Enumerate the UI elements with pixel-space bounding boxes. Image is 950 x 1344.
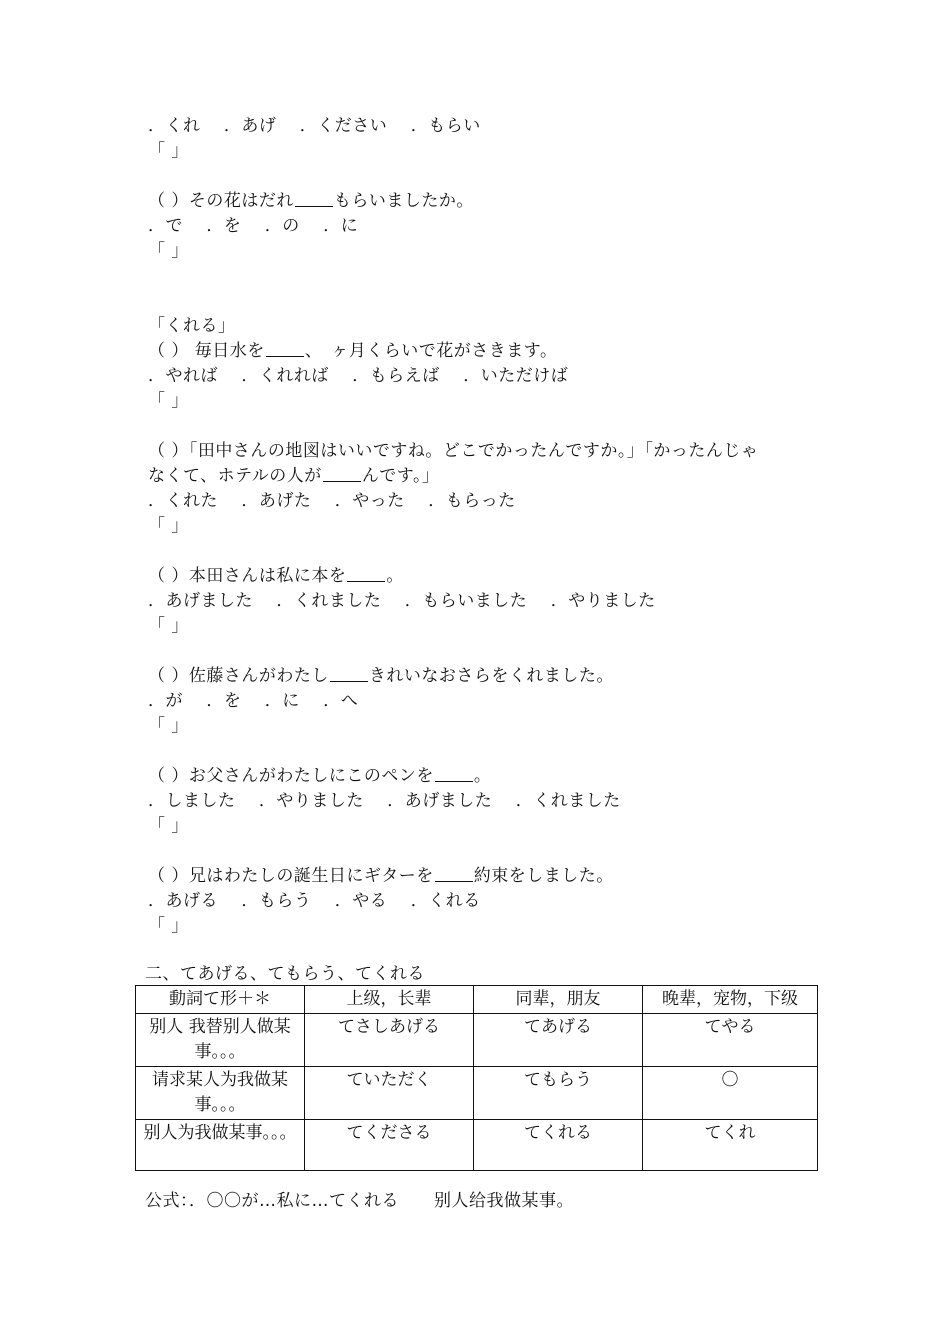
- table-cell: てさしあげる: [305, 1014, 474, 1067]
- table-header-cell: 動詞て形＋＊: [136, 986, 305, 1014]
- table-cell: 请求某人为我做某事。。。: [136, 1067, 305, 1120]
- table-cell: てもらう: [474, 1067, 643, 1120]
- table-cell: 别人为我做某事。。。: [136, 1120, 305, 1171]
- q0-options: ．くれ ．あげ ．ください ．もらい: [148, 116, 481, 136]
- answer-blank: [435, 764, 473, 782]
- q4-question: （ ）本田さんは私に本を 。: [148, 566, 404, 586]
- section2-title: 二、てあげる、てもらう、てくれる: [145, 964, 425, 984]
- q5-answer: 「 」: [148, 716, 189, 736]
- table-cell: 别人 我替别人做某事。。。: [136, 1014, 305, 1067]
- table-cell: てあげる: [474, 1014, 643, 1067]
- table-cell: てくださる: [305, 1120, 474, 1171]
- table-cell: てくれ: [643, 1120, 818, 1171]
- q3-answer: 「 」: [148, 516, 189, 536]
- table-header-row: [136, 986, 818, 1014]
- answer-blank: [266, 339, 304, 357]
- q7-options: ．あげる ．もらう ．やる ．くれる: [148, 891, 481, 911]
- table-header-cell: 晚辈，宠物，下级: [643, 986, 818, 1014]
- table-header-cell: 上级，长辈: [305, 986, 474, 1014]
- q6-answer: 「 」: [148, 816, 189, 836]
- table-row: [136, 1014, 818, 1067]
- table-cell: てやる: [643, 1014, 818, 1067]
- table-header-cell: 同辈，朋友: [474, 986, 643, 1014]
- grammar-table: [135, 985, 818, 1171]
- q1-question: （ ）その花はだれ もらいましたか。: [148, 191, 474, 211]
- answer-blank: [435, 864, 473, 882]
- q6-options: ．しました ．やりました ．あげました ．くれました: [148, 791, 621, 811]
- table-cell: ていただく: [305, 1067, 474, 1120]
- q1-options: ．で ．を ．の ．に: [148, 216, 359, 236]
- q1-answer: 「 」: [148, 241, 189, 261]
- table-cell: 〇: [643, 1067, 818, 1120]
- q7-answer: 「 」: [148, 916, 189, 936]
- q7-question: （ ）兄はわたしの誕生日にギターを 約束をしました。: [148, 866, 614, 886]
- formula-line: 公式：．〇〇が…私に…てくれる 别人给我做某事。: [145, 1191, 574, 1211]
- table-row: [136, 1067, 818, 1120]
- q5-question: （ ）佐藤さんがわたし きれいなおさらをくれました。: [148, 666, 614, 686]
- q2-question: （ ） 毎日水を 、 ヶ月くらいで花がさきます。: [148, 341, 558, 361]
- answer-blank: [347, 564, 385, 582]
- answer-blank: [330, 664, 368, 682]
- q4-answer: 「 」: [148, 616, 189, 636]
- q6-question: （ ）お父さんがわたしにこのペンを 。: [148, 766, 492, 786]
- q5-options: ．が ．を ．に ．へ: [148, 691, 359, 711]
- q3-question-line1: （ ）「田中さんの地図はいいですね。どこでかったんですか。」「かったんじゃ: [148, 441, 759, 461]
- q2-options: ．やれば ．くれれば ．もらえば ．いただけば: [148, 366, 569, 386]
- q4-options: ．あげました ．くれました ．もらいました ．やりました: [148, 591, 656, 611]
- answer-blank: [295, 189, 333, 207]
- q3-question-line2: なくて、ホテルの人が んです。」: [148, 466, 440, 486]
- q0-answer: 「 」: [148, 141, 189, 161]
- table-row: [136, 1120, 818, 1171]
- q2-answer: 「 」: [148, 391, 189, 411]
- table-cell: てくれる: [474, 1120, 643, 1171]
- answer-blank: [323, 464, 361, 482]
- section-kureru-heading: 「くれる」: [148, 316, 236, 336]
- q3-options: ．くれた ．あげた ．やった ．もらった: [148, 491, 516, 511]
